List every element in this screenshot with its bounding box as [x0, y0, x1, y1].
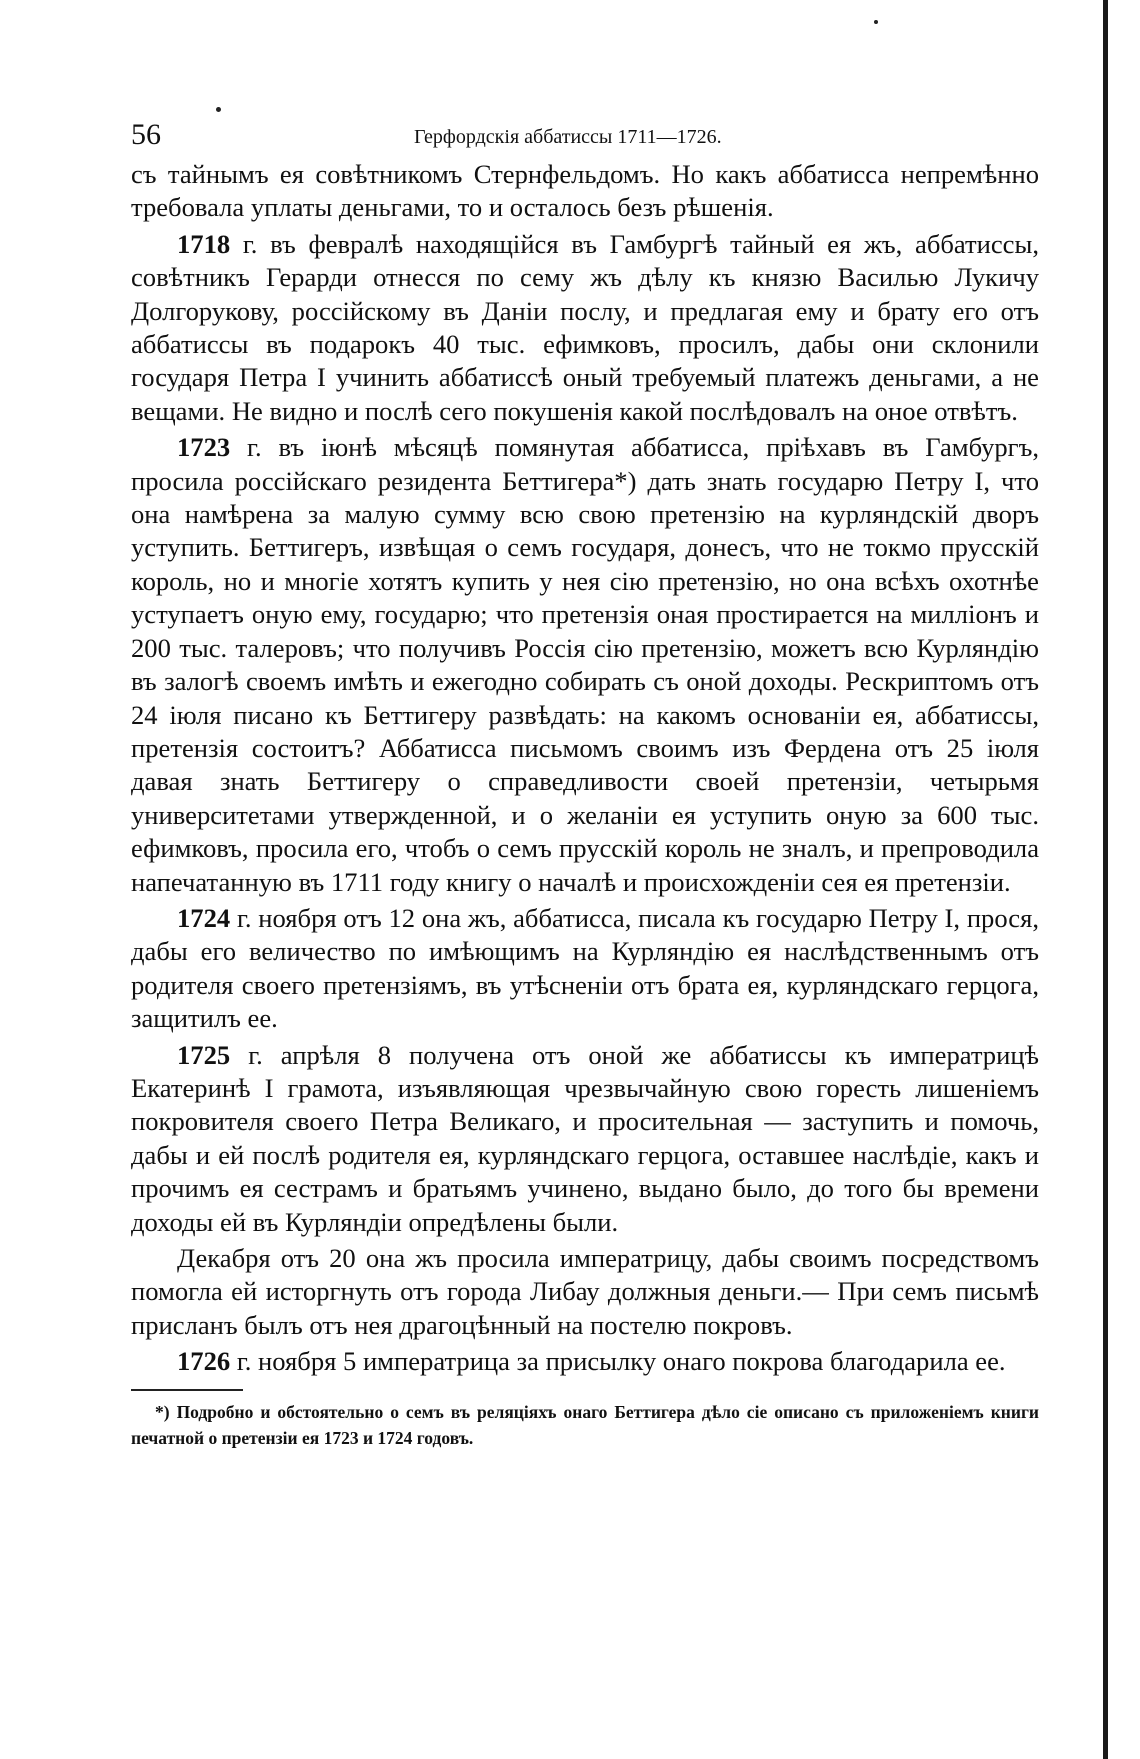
- ink-speck: [874, 20, 878, 24]
- paragraph: [131, 902, 1039, 1036]
- ink-speck: [216, 107, 221, 112]
- paragraph: [131, 158, 1039, 225]
- running-title: Герфордскія аббатиссы 1711—1726.: [414, 126, 722, 148]
- page-number: 56: [131, 118, 161, 151]
- paragraph-text: съ тайнымъ ея совѣтникомъ Стернфельдомъ. Но какъ аббатисса непремѣнно требовала уплаты деньгами, то и осталось безъ рѣшенія.: [131, 159, 1039, 223]
- page-header: [131, 118, 1039, 158]
- paragraph-year: 1718: [177, 228, 231, 259]
- body-text: [131, 158, 1039, 1379]
- footnote: [131, 1399, 1039, 1451]
- paragraph: [131, 1345, 1039, 1378]
- paragraph: [131, 431, 1039, 899]
- footnote-rule: [131, 1389, 243, 1391]
- paragraph-year: 1726: [177, 1346, 231, 1377]
- paragraph: [131, 1039, 1039, 1239]
- paragraph-text: г. апрѣля 8 получена отъ оной же аббатиссы къ императрицѣ Екатеринѣ I грамота, изъявляющая чрезвычайную свою горесть лишеніемъ покровителя своего Петра Великаго, и просительная — заступить и помочь, дабы и ей послѣ родителя ея, курляндскаго герцога, оставшее наслѣдіе, какъ и прочимъ ея сестрамъ и братьямъ учинено, выдано было, до того бы времени доходы ей въ Курляндіи опредѣлены были.: [131, 1039, 1039, 1237]
- paragraph: [131, 1242, 1039, 1342]
- paragraph-text: г. ноября отъ 12 она жъ, аббатисса, писала къ государю Петру I, прося, дабы его величество по имѣющимъ на Курляндію ея наслѣдственнымъ отъ родителя своего претензіямъ, въ утѣсненіи отъ брата ея, курляндскаго герцога, защитилъ ее.: [131, 902, 1039, 1034]
- paragraph: [131, 228, 1039, 428]
- page-edge-border: [1103, 0, 1108, 1759]
- paragraph-text: г. въ февралѣ находящійся въ Гамбургѣ тайный ея жъ, аббатиссы, совѣтникъ Герарди отнесся по сему жъ дѣлу къ князю Василью Лукичу Долгорукову, россійскому въ Даніи послу, и предлагая ему и брату его отъ аббатиссы въ подарокъ 40 тыс. ефимковъ, просилъ, дабы они склонили государя Петра I учинить аббатиссѣ оный требуемый платежъ деньгами, а не вещами. Не видно и послѣ сего покушенія какой послѣдовалъ на оное отвѣтъ.: [131, 228, 1039, 426]
- footnote-text: *) Подробно и обстоятельно о семъ въ реляціяхъ онаго Беттигера дѣло сіе описано съ приложеніемъ книги печатной о претензіи ея 1723 и 1724 годовъ.: [131, 1401, 1039, 1448]
- paragraph-year: 1724: [177, 902, 231, 933]
- paragraph-year: 1723: [177, 432, 231, 463]
- book-page: [131, 118, 1039, 1451]
- paragraph-year: 1725: [177, 1039, 231, 1070]
- paragraph-text: г. ноября 5 императрица за присылку онаго покрова благодарила ее.: [230, 1346, 1006, 1377]
- paragraph-text: Декабря отъ 20 она жъ просила императрицу, дабы своимъ посредствомъ помогла ей исторгнуть отъ города Либау должныя деньги.— При семъ письмѣ присланъ былъ отъ нея драгоцѣнный на постелю покровъ.: [131, 1243, 1039, 1340]
- paragraph-text: г. въ іюнѣ мѣсяцѣ помянутая аббатисса, пріѣхавъ въ Гамбургъ, просила россійскаго резидента Беттигера*) дать знать государю Петру I, что она намѣрена за малую сумму всю свою претензію на курляндскій дворъ уступить. Беттигеръ, извѣщая о семъ государя, донесъ, что не токмо прусскій король, но и многіе хотятъ купить у нея сію претензію, но она всѣхъ охотнѣе уступаетъ оную ему, государю; что претензія оная простирается на милліонъ и 200 тыс. талеровъ; что получивъ Россія сію претензію, можетъ всю Курляндію въ залогѣ своемъ имѣть и ежегодно собирать съ оной доходы. Рескриптомъ отъ 24 іюля писано къ Беттигеру развѣдать: на какомъ основаніи ея, аббатиссы, претензія состоитъ? Аббатисса письмомъ своимъ изъ Фердена отъ 25 іюля давая знать Беттигеру о справедливости своей претензіи, четырьмя университетами утвержденной, и о желаніи ея уступить оную за 600 тыс. ефимковъ, просила его, чтобъ о семъ прусскій король не зналъ, и препроводила напечатанную въ 1711 году книгу о началѣ и происхожденіи сея ея претензіи.: [131, 432, 1039, 897]
